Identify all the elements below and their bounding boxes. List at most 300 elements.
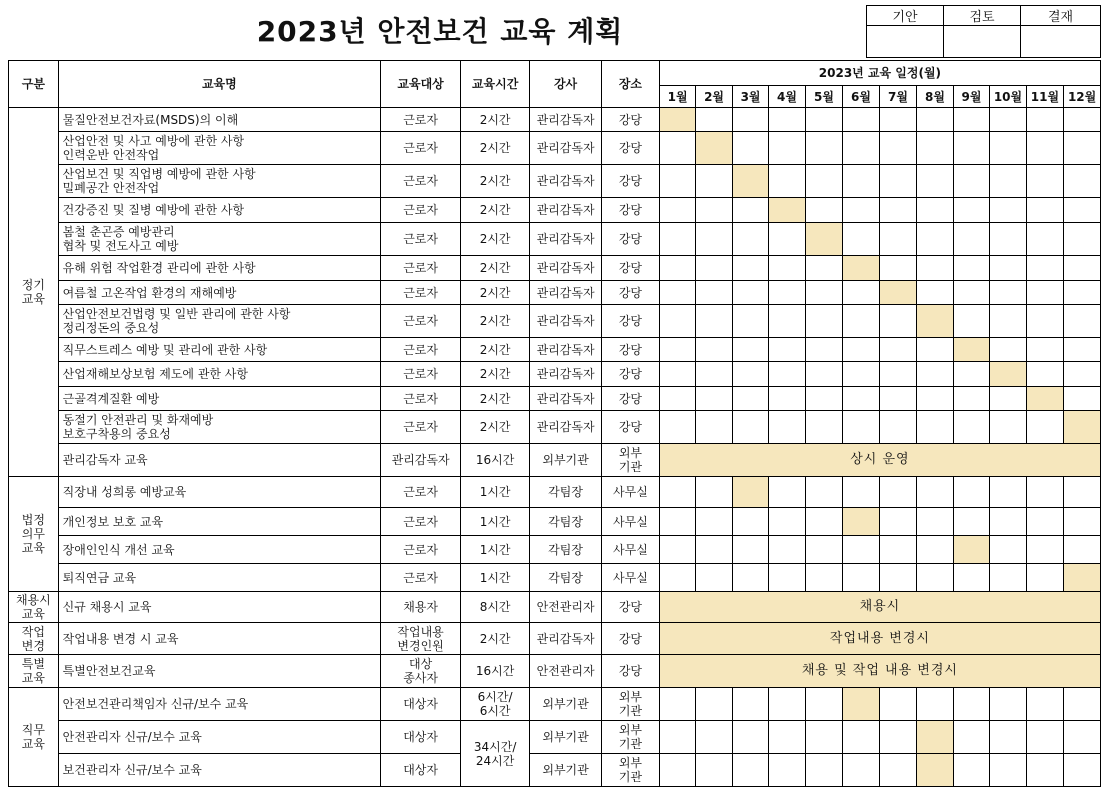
- schedule-cell: [732, 564, 768, 592]
- course-name: 산업재해보상보험 제도에 관한 사항: [58, 362, 380, 387]
- section-label: 작업 변경: [9, 623, 59, 655]
- month-header-6: 6월: [843, 86, 879, 108]
- course-name: 유해 위험 작업환경 관리에 관한 사항: [58, 256, 380, 281]
- course-instructor: 관리감독자: [530, 411, 602, 444]
- schedule-cell: [769, 754, 805, 787]
- course-target: 근로자: [381, 564, 461, 592]
- schedule-cell: [805, 281, 843, 305]
- schedule-cell: [879, 411, 917, 444]
- schedule-cell: [879, 223, 917, 256]
- schedule-cell: [732, 387, 768, 411]
- course-place: 외부 기관: [602, 754, 660, 787]
- schedule-cell: [659, 387, 695, 411]
- table-row: [9, 362, 1101, 387]
- schedule-cell: [843, 338, 879, 362]
- course-place: 강당: [602, 362, 660, 387]
- schedule-cell: [990, 411, 1026, 444]
- approval-draft-sign[interactable]: [867, 26, 944, 58]
- section-label: 특별 교육: [9, 655, 59, 688]
- schedule-cell: [732, 411, 768, 444]
- schedule-cell: [879, 338, 917, 362]
- schedule-cell-scheduled: [953, 338, 989, 362]
- schedule-cell-scheduled: [843, 508, 879, 536]
- approval-box: [866, 5, 1101, 58]
- schedule-cell: [990, 387, 1026, 411]
- schedule-cell: [696, 223, 732, 256]
- schedule-cell: [879, 721, 917, 754]
- schedule-cell-scheduled: [917, 754, 953, 787]
- schedule-cell: [769, 564, 805, 592]
- course-name: 퇴직연금 교육: [58, 564, 380, 592]
- schedule-cell: [696, 256, 732, 281]
- schedule-cell: [1026, 256, 1064, 281]
- schedule-cell: [805, 688, 843, 721]
- course-target: 근로자: [381, 508, 461, 536]
- schedule-cell: [769, 477, 805, 508]
- course-place: 강당: [602, 338, 660, 362]
- schedule-cell: [879, 305, 917, 338]
- table-row: [9, 338, 1101, 362]
- schedule-cell: [1064, 387, 1101, 411]
- schedule-cell: [696, 108, 732, 132]
- schedule-cell: [953, 223, 989, 256]
- course-place: 강당: [602, 281, 660, 305]
- course-place: 사무실: [602, 508, 660, 536]
- schedule-cell: [879, 508, 917, 536]
- table-row: [9, 305, 1101, 338]
- course-hours: 1시간: [461, 508, 530, 536]
- schedule-cell: [1026, 198, 1064, 223]
- table-row: [9, 564, 1101, 592]
- schedule-cell: [1064, 256, 1101, 281]
- course-name: 특별안전보건교육: [58, 655, 380, 688]
- table-row: [9, 721, 1101, 754]
- table-row: [9, 256, 1101, 281]
- course-hours: 2시간: [461, 165, 530, 198]
- schedule-cell: [696, 281, 732, 305]
- course-target: 대상자: [381, 688, 461, 721]
- schedule-cell: [732, 305, 768, 338]
- schedule-cell: [843, 536, 879, 564]
- schedule-cell: [1026, 754, 1064, 787]
- schedule-cell: [879, 132, 917, 165]
- schedule-cell: [659, 281, 695, 305]
- schedule-cell: [917, 198, 953, 223]
- header-course: 교육명: [58, 61, 380, 108]
- approval-final-label: 결재: [1021, 6, 1101, 26]
- schedule-cell: [990, 338, 1026, 362]
- table-row: [9, 387, 1101, 411]
- course-name: 안전관리자 신규/보수 교육: [58, 721, 380, 754]
- month-header-7: 7월: [879, 86, 917, 108]
- course-instructor: 관리감독자: [530, 362, 602, 387]
- schedule-cell: [769, 165, 805, 198]
- schedule-cell: [843, 305, 879, 338]
- course-name: 산업보건 및 직업병 예방에 관한 사항 밀폐공간 안전작업: [58, 165, 380, 198]
- schedule-cell: [659, 508, 695, 536]
- schedule-cell: [917, 108, 953, 132]
- schedule-cell: [917, 564, 953, 592]
- course-place: 강당: [602, 411, 660, 444]
- schedule-cell: [917, 411, 953, 444]
- course-place: 사무실: [602, 564, 660, 592]
- schedule-cell: [1064, 198, 1101, 223]
- course-instructor: 관리감독자: [530, 623, 602, 655]
- schedule-cell: [953, 256, 989, 281]
- schedule-cell: [805, 411, 843, 444]
- approval-review-sign[interactable]: [944, 26, 1021, 58]
- schedule-cell: [805, 198, 843, 223]
- course-hours: 2시간: [461, 387, 530, 411]
- schedule-cell: [732, 223, 768, 256]
- schedule-cell: [1026, 508, 1064, 536]
- course-instructor: 외부기관: [530, 754, 602, 787]
- schedule-cell: [953, 387, 989, 411]
- schedule-cell: [659, 338, 695, 362]
- schedule-cell: [659, 411, 695, 444]
- schedule-cell: [732, 688, 768, 721]
- training-plan-table: [8, 60, 1101, 787]
- schedule-cell: [843, 198, 879, 223]
- table-row: [9, 688, 1101, 721]
- schedule-cell-scheduled: [805, 223, 843, 256]
- schedule-cell: [659, 165, 695, 198]
- table-row: [9, 444, 1101, 477]
- schedule-cell: [696, 721, 732, 754]
- course-place: 강당: [602, 655, 660, 688]
- course-hours: 16시간: [461, 444, 530, 477]
- course-target: 대상 종사자: [381, 655, 461, 688]
- schedule-cell: [879, 564, 917, 592]
- schedule-cell: [1026, 223, 1064, 256]
- schedule-cell: [1064, 721, 1101, 754]
- course-target: 근로자: [381, 411, 461, 444]
- month-header-10: 10월: [990, 86, 1026, 108]
- course-place: 강당: [602, 132, 660, 165]
- schedule-cell-scheduled: [990, 362, 1026, 387]
- schedule-cell: [769, 508, 805, 536]
- schedule-cell: [659, 721, 695, 754]
- schedule-cell: [769, 281, 805, 305]
- course-name: 장애인인식 개선 교육: [58, 536, 380, 564]
- schedule-cell: [990, 132, 1026, 165]
- schedule-cell: [917, 132, 953, 165]
- schedule-cell: [659, 305, 695, 338]
- course-hours: 8시간: [461, 592, 530, 623]
- schedule-cell: [879, 387, 917, 411]
- course-name: 여름철 고온작업 환경의 재해예방: [58, 281, 380, 305]
- schedule-cell: [990, 721, 1026, 754]
- schedule-cell: [843, 165, 879, 198]
- table-row: [9, 655, 1101, 688]
- course-instructor: 관리감독자: [530, 223, 602, 256]
- schedule-cell: [953, 508, 989, 536]
- course-name: 건강증진 및 질병 예방에 관한 사항: [58, 198, 380, 223]
- approval-final-sign[interactable]: [1021, 26, 1101, 58]
- schedule-span-bar: 상시 운영: [659, 444, 1100, 477]
- course-hours: 1시간: [461, 477, 530, 508]
- schedule-cell-scheduled: [1064, 564, 1101, 592]
- schedule-cell-scheduled: [732, 477, 768, 508]
- schedule-cell: [659, 198, 695, 223]
- schedule-cell: [769, 536, 805, 564]
- course-target: 채용자: [381, 592, 461, 623]
- course-name: 봄철 춘곤증 예방관리 협착 및 전도사고 예방: [58, 223, 380, 256]
- schedule-cell: [732, 754, 768, 787]
- course-place: 강당: [602, 305, 660, 338]
- schedule-span-bar: 작업내용 변경시: [659, 623, 1100, 655]
- schedule-cell: [769, 411, 805, 444]
- course-hours: 2시간: [461, 411, 530, 444]
- schedule-cell: [696, 198, 732, 223]
- schedule-cell: [843, 477, 879, 508]
- schedule-cell: [879, 536, 917, 564]
- table-row: [9, 281, 1101, 305]
- schedule-cell: [659, 754, 695, 787]
- schedule-cell: [769, 688, 805, 721]
- course-place: 사무실: [602, 536, 660, 564]
- course-target: 작업내용 변경인원: [381, 623, 461, 655]
- month-header-12: 12월: [1064, 86, 1101, 108]
- schedule-cell: [1064, 338, 1101, 362]
- schedule-cell-scheduled: [917, 305, 953, 338]
- schedule-cell: [805, 536, 843, 564]
- course-place: 강당: [602, 592, 660, 623]
- schedule-cell: [1026, 165, 1064, 198]
- table-row: [9, 592, 1101, 623]
- schedule-cell: [843, 362, 879, 387]
- course-place: 강당: [602, 108, 660, 132]
- schedule-cell: [769, 338, 805, 362]
- schedule-cell: [1026, 132, 1064, 165]
- table-row: [9, 623, 1101, 655]
- approval-draft-label: 기안: [867, 6, 944, 26]
- course-name: 산업안전보건법령 및 일반 관리에 관한 사항 정리정돈의 중요성: [58, 305, 380, 338]
- schedule-cell: [769, 132, 805, 165]
- schedule-cell: [805, 477, 843, 508]
- course-target: 근로자: [381, 387, 461, 411]
- course-name: 동절기 안전관리 및 화재예방 보호구착용의 중요성: [58, 411, 380, 444]
- schedule-cell: [732, 132, 768, 165]
- course-name: 작업내용 변경 시 교육: [58, 623, 380, 655]
- schedule-cell: [953, 362, 989, 387]
- month-header-9: 9월: [953, 86, 989, 108]
- schedule-cell: [843, 387, 879, 411]
- schedule-cell: [805, 754, 843, 787]
- schedule-cell-scheduled: [732, 165, 768, 198]
- schedule-cell: [953, 305, 989, 338]
- schedule-cell: [769, 223, 805, 256]
- schedule-cell: [843, 108, 879, 132]
- course-instructor: 관리감독자: [530, 338, 602, 362]
- course-name: 안전보건관리책임자 신규/보수 교육: [58, 688, 380, 721]
- table-row: [9, 477, 1101, 508]
- schedule-cell: [953, 477, 989, 508]
- course-target: 근로자: [381, 165, 461, 198]
- header-target: 교육대상: [381, 61, 461, 108]
- schedule-cell: [1026, 108, 1064, 132]
- course-hours: 1시간: [461, 564, 530, 592]
- schedule-cell: [1026, 281, 1064, 305]
- schedule-cell: [990, 508, 1026, 536]
- schedule-cell: [953, 165, 989, 198]
- schedule-cell: [1064, 536, 1101, 564]
- course-instructor: 관리감독자: [530, 281, 602, 305]
- course-hours: 2시간: [461, 132, 530, 165]
- schedule-cell: [769, 362, 805, 387]
- course-instructor: 각팀장: [530, 564, 602, 592]
- schedule-cell: [917, 688, 953, 721]
- table-row: [9, 411, 1101, 444]
- schedule-cell: [953, 281, 989, 305]
- course-target: 근로자: [381, 338, 461, 362]
- schedule-cell: [659, 223, 695, 256]
- schedule-cell: [879, 165, 917, 198]
- schedule-cell: [953, 754, 989, 787]
- course-instructor: 관리감독자: [530, 256, 602, 281]
- schedule-cell: [696, 477, 732, 508]
- schedule-cell: [990, 305, 1026, 338]
- schedule-cell: [1064, 165, 1101, 198]
- course-target: 근로자: [381, 477, 461, 508]
- course-name: 근골격계질환 예방: [58, 387, 380, 411]
- schedule-cell-scheduled: [659, 108, 695, 132]
- schedule-cell: [1026, 477, 1064, 508]
- schedule-cell: [1064, 477, 1101, 508]
- course-instructor: 관리감독자: [530, 132, 602, 165]
- course-place: 사무실: [602, 477, 660, 508]
- course-target: 근로자: [381, 256, 461, 281]
- schedule-cell: [953, 688, 989, 721]
- section-label: 직무 교육: [9, 688, 59, 787]
- page-title: 2023년 안전보건 교육 계획: [256, 15, 624, 48]
- schedule-cell: [805, 362, 843, 387]
- schedule-cell: [879, 362, 917, 387]
- schedule-cell: [990, 198, 1026, 223]
- course-target: 근로자: [381, 223, 461, 256]
- schedule-cell: [879, 198, 917, 223]
- course-hours: 1시간: [461, 536, 530, 564]
- schedule-cell: [659, 477, 695, 508]
- schedule-cell-scheduled: [879, 281, 917, 305]
- course-name: 직장내 성희롱 예방교육: [58, 477, 380, 508]
- schedule-cell: [659, 256, 695, 281]
- schedule-cell-scheduled: [1064, 411, 1101, 444]
- table-row: [9, 754, 1101, 787]
- month-header-3: 3월: [732, 86, 768, 108]
- approval-review-label: 검토: [944, 6, 1021, 26]
- schedule-span-bar: 채용 및 작업 내용 변경시: [659, 655, 1100, 688]
- schedule-cell: [696, 688, 732, 721]
- schedule-cell: [732, 536, 768, 564]
- table-row: [9, 198, 1101, 223]
- course-target: 근로자: [381, 132, 461, 165]
- schedule-cell: [732, 362, 768, 387]
- schedule-cell: [1064, 688, 1101, 721]
- schedule-cell: [769, 387, 805, 411]
- schedule-cell-scheduled: [1026, 387, 1064, 411]
- course-instructor: 관리감독자: [530, 108, 602, 132]
- schedule-cell: [1026, 362, 1064, 387]
- schedule-cell-scheduled: [696, 132, 732, 165]
- schedule-cell: [696, 362, 732, 387]
- schedule-cell: [843, 132, 879, 165]
- schedule-cell: [1026, 564, 1064, 592]
- course-place: 외부 기관: [602, 444, 660, 477]
- schedule-cell: [1064, 132, 1101, 165]
- course-instructor: 외부기관: [530, 721, 602, 754]
- schedule-cell: [769, 305, 805, 338]
- schedule-cell: [917, 165, 953, 198]
- schedule-cell: [843, 721, 879, 754]
- schedule-cell: [953, 411, 989, 444]
- schedule-cell: [990, 108, 1026, 132]
- schedule-cell: [843, 223, 879, 256]
- course-hours: 2시간: [461, 338, 530, 362]
- course-place: 외부 기관: [602, 688, 660, 721]
- schedule-cell: [696, 754, 732, 787]
- month-header-8: 8월: [917, 86, 953, 108]
- schedule-cell: [879, 108, 917, 132]
- schedule-cell: [917, 387, 953, 411]
- course-name: 직무스트레스 예방 및 관리에 관한 사항: [58, 338, 380, 362]
- table-row: [9, 165, 1101, 198]
- schedule-cell: [879, 477, 917, 508]
- course-name: 보건관리자 신규/보수 교육: [58, 754, 380, 787]
- schedule-cell: [917, 223, 953, 256]
- course-place: 강당: [602, 387, 660, 411]
- schedule-cell: [843, 281, 879, 305]
- course-name: 개인정보 보호 교육: [58, 508, 380, 536]
- header-instructor: 강사: [530, 61, 602, 108]
- month-header-1: 1월: [659, 86, 695, 108]
- schedule-cell: [805, 564, 843, 592]
- course-instructor: 각팀장: [530, 477, 602, 508]
- course-name: 산업안전 및 사고 예방에 관한 사항 인력운반 안전작업: [58, 132, 380, 165]
- course-hours: 2시간: [461, 281, 530, 305]
- course-name: 물질안전보건자료(MSDS)의 이해: [58, 108, 380, 132]
- schedule-cell: [879, 754, 917, 787]
- course-place: 외부 기관: [602, 721, 660, 754]
- schedule-cell: [843, 564, 879, 592]
- course-target: 관리감독자: [381, 444, 461, 477]
- schedule-cell: [1026, 411, 1064, 444]
- schedule-cell: [843, 754, 879, 787]
- schedule-cell: [769, 256, 805, 281]
- course-target: 근로자: [381, 108, 461, 132]
- course-hours: 2시간: [461, 305, 530, 338]
- schedule-cell-scheduled: [917, 721, 953, 754]
- schedule-cell: [732, 508, 768, 536]
- course-instructor: 각팀장: [530, 536, 602, 564]
- schedule-cell: [953, 564, 989, 592]
- table-row: [9, 132, 1101, 165]
- schedule-cell: [696, 338, 732, 362]
- schedule-cell: [805, 256, 843, 281]
- schedule-cell: [696, 387, 732, 411]
- course-name: 신규 채용시 교육: [58, 592, 380, 623]
- schedule-cell: [805, 508, 843, 536]
- course-instructor: 관리감독자: [530, 387, 602, 411]
- schedule-cell: [696, 165, 732, 198]
- section-label: 채용시 교육: [9, 592, 59, 623]
- schedule-cell: [1064, 108, 1101, 132]
- schedule-cell: [1064, 223, 1101, 256]
- course-instructor: 관리감독자: [530, 305, 602, 338]
- schedule-cell: [769, 721, 805, 754]
- schedule-cell: [732, 108, 768, 132]
- schedule-cell: [953, 721, 989, 754]
